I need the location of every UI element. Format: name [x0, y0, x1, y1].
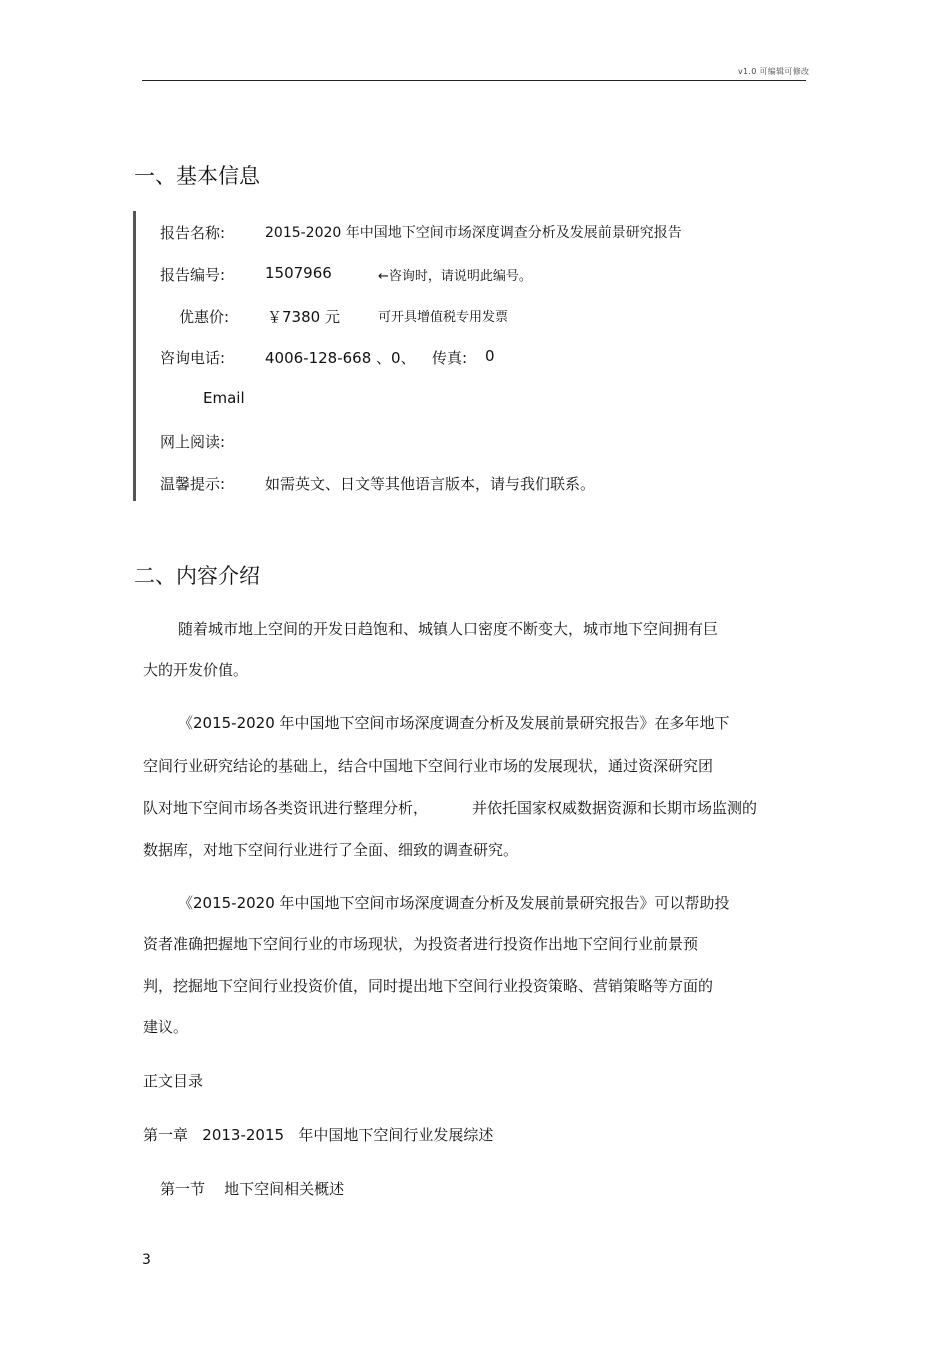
email-label: Email [203, 389, 245, 407]
intro-p3-line4: 建议。 [143, 1018, 189, 1036]
intro-p1-line1: 随着城市地上空间的开发日趋饱和、城镇人口密度不断变大，城市地下空间拥有巨 [178, 620, 719, 638]
intro-p2-line3a: 队对地下空间市场各类资讯进行整理分析， [143, 799, 429, 817]
header-rule [142, 80, 806, 81]
info-block-bar [133, 211, 136, 501]
intro-p2-line1: 《2015-2020 年中国地下空间市场深度调查分析及发展前景研究报告》在多年地下 [178, 714, 730, 732]
report-name-label: 报告名称: [160, 224, 226, 242]
tip-label: 温馨提示: [160, 475, 226, 493]
intro-p3-line3: 判，挖掘地下空间行业投资价值，同时提出地下空间行业投资策略、营销策略等方面的 [143, 977, 714, 995]
price-note: 可开具增值税专用发票 [378, 310, 509, 325]
toc-chapter-1: 第一章 2013-2015 年中国地下空间行业发展综述 [143, 1126, 494, 1144]
online-reading-label: 网上阅读: [160, 433, 226, 451]
section-title-content-intro: 二、内容介绍 [134, 564, 260, 588]
report-name-value: 2015-2020 年中国地下空间市场深度调查分析及发展前景研究报告 [265, 225, 682, 241]
intro-p3-line1: 《2015-2020 年中国地下空间市场深度调查分析及发展前景研究报告》可以帮助投 [178, 894, 730, 912]
intro-p2-line4: 数据库，对地下空间行业进行了全面、细致的调查研究。 [143, 841, 519, 859]
price-label: 优惠价: [179, 308, 230, 326]
report-no-label: 报告编号: [160, 266, 226, 284]
toc-section-1: 第一节 地下空间相关概述 [160, 1180, 345, 1198]
intro-p1-line2: 大的开发价值。 [143, 661, 249, 679]
page-number: 3 [142, 1252, 151, 1268]
fax-value: 0 [485, 347, 495, 365]
report-no-value: 1507966 [265, 264, 332, 282]
header-version-tag: v1.0 可编辑可修改 [738, 67, 810, 76]
phone-label: 咨询电话: [160, 349, 226, 367]
tip-value: 如需英文、日文等其他语言版本，请与我们联系。 [265, 475, 596, 493]
toc-heading: 正文目录 [143, 1072, 204, 1090]
intro-p2-line2: 空间行业研究结论的基础上，结合中国地下空间行业市场的发展现状，通过资深研究团 [143, 757, 714, 775]
phone-value: 4006-128-668 、0、 [265, 349, 416, 367]
intro-p2-line3b: 并依托国家权威数据资源和长期市场监测的 [472, 799, 758, 817]
intro-p3-line2: 资者准确把握地下空间行业的市场现状，为投资者进行投资作出地下空间行业前景预 [143, 935, 699, 953]
report-no-note: ←咨询时，请说明此编号。 [378, 269, 532, 284]
section-title-basic-info: 一、基本信息 [134, 164, 260, 188]
price-value: ￥7380 元 [267, 308, 340, 326]
fax-label: 传真: [432, 349, 468, 367]
